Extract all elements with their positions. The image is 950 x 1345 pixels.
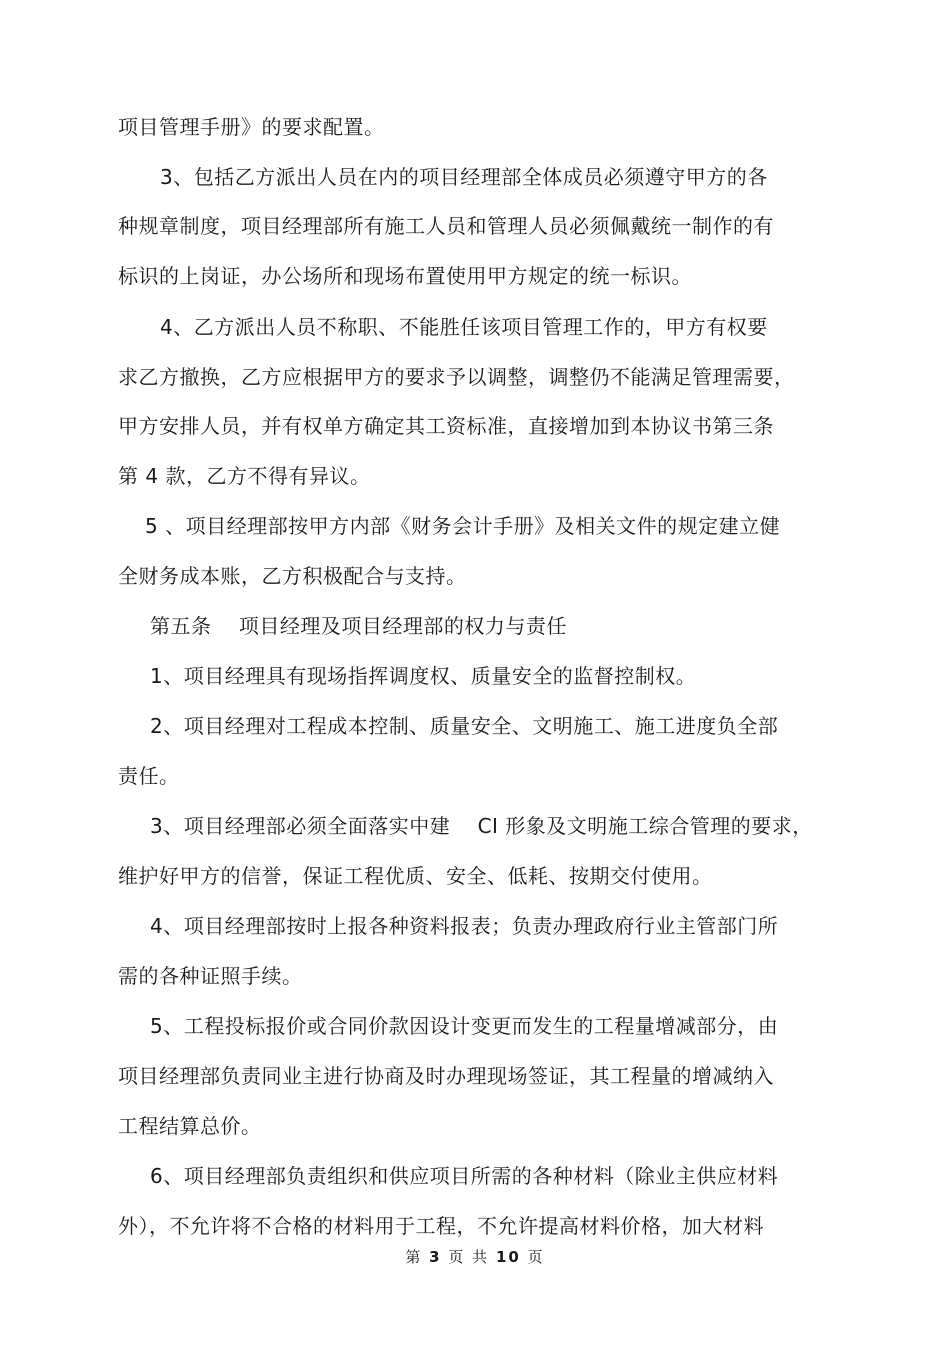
text-line: 项目经理部负责同业主进行协商及时办理现场签证，其工程量的增减纳入 bbox=[118, 1064, 774, 1088]
text-line: 1、项目经理具有现场指挥调度权、质量安全的监督控制权。 bbox=[150, 664, 697, 688]
footer-suffix: 页 bbox=[527, 1248, 545, 1266]
footer-prefix: 第 bbox=[405, 1248, 423, 1266]
text-line: 维护好甲方的信誉，保证工程优质、安全、低耗、按期交付使用。 bbox=[118, 864, 713, 888]
text-line: 5、工程投标报价或合同价款因设计变更而发生的工程量增减部分，由 bbox=[150, 1014, 779, 1038]
text-line: 责任。 bbox=[118, 764, 180, 788]
text-line: 种规章制度，项目经理部所有施工人员和管理人员必须佩戴统一制作的有 bbox=[118, 214, 774, 238]
text-line: 4、项目经理部按时上报各种资料报表；负责办理政府行业主管部门所 bbox=[150, 914, 779, 938]
text-line: 3、包括乙方派出人员在内的项目经理部全体成员必须遵守甲方的各 bbox=[160, 165, 768, 189]
total-pages-number: 10 bbox=[495, 1248, 521, 1266]
text-line: 求乙方撤换，乙方应根据甲方的要求予以调整，调整仍不能满足管理需要， bbox=[118, 365, 795, 389]
text-line: 全财务成本账，乙方积极配合与支持。 bbox=[118, 564, 467, 588]
text-line: 2、项目经理对工程成本控制、质量安全、文明施工、施工进度负全部 bbox=[150, 714, 779, 738]
text-line: 项目管理手册》的要求配置。 bbox=[118, 115, 385, 139]
text-line: 工程结算总价。 bbox=[118, 1114, 262, 1138]
text-line: 第 4 款，乙方不得有异议。 bbox=[118, 464, 371, 488]
text-line: 4、乙方派出人员不称职、不能胜任该项目管理工作的，甲方有权要 bbox=[160, 315, 768, 339]
current-page-number: 3 bbox=[429, 1248, 442, 1266]
text-line: 需的各种证照手续。 bbox=[118, 964, 303, 988]
section-heading: 第五条 项目经理及项目经理部的权力与责任 bbox=[150, 614, 567, 638]
footer-middle: 页 共 bbox=[448, 1248, 490, 1266]
text-line: 甲方安排人员，并有权单方确定其工资标准，直接增加到本协议书第三条 bbox=[118, 414, 774, 438]
text-line: 外），不允许将不合格的材料用于工程，不允许提高材料价格，加大材料 bbox=[118, 1214, 764, 1238]
text-line: 3、项目经理部必须全面落实中建 CI 形象及文明施工综合管理的要求， bbox=[150, 814, 813, 838]
page-footer bbox=[0, 1247, 950, 1267]
text-line: 6、项目经理部负责组织和供应项目所需的各种材料（除业主供应材料 bbox=[150, 1164, 779, 1188]
text-line: 5 、项目经理部按甲方内部《财务会计手册》及相关文件的规定建立健 bbox=[145, 514, 781, 538]
text-line: 标识的上岗证，办公场所和现场布置使用甲方规定的统一标识。 bbox=[118, 264, 692, 288]
